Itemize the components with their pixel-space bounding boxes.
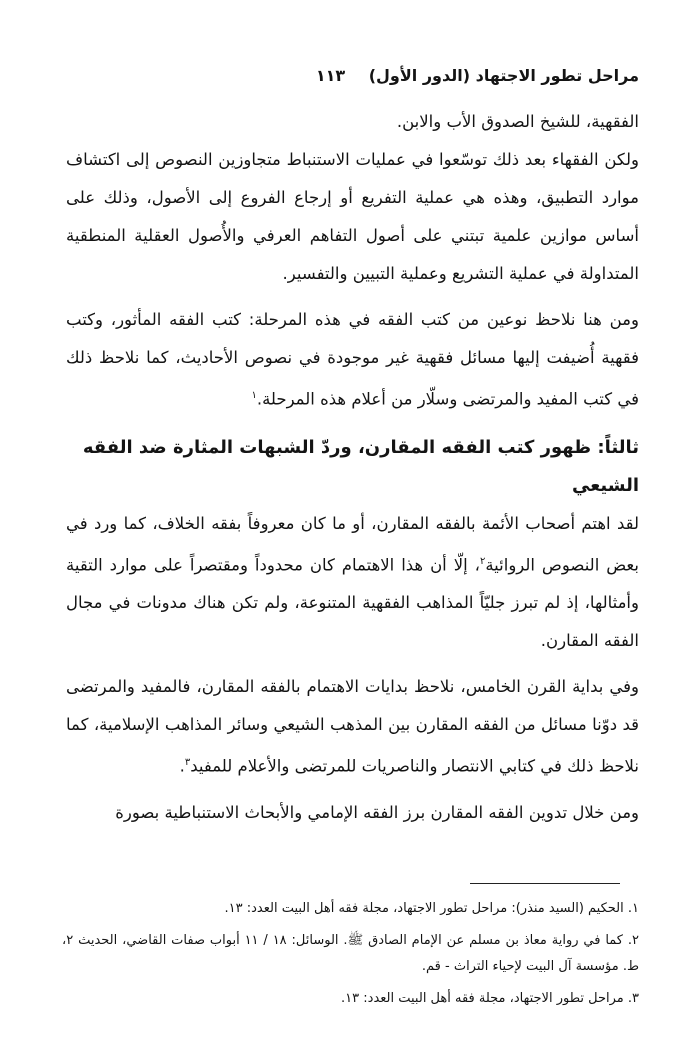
paragraph-text: وفي بداية القرن الخامس، نلاحظ بدايات الاهتمام بالفقه المقارن، فالمفيد والمرتضى قد دوّنا مسائل من الفقه المقارن بين المذهب الشيعي وسائر المذاهب الإسلامية، كما نلاحظ ذلك في كتابي الانتصار والناصريات للمرتضى والأعلام للمفيد bbox=[66, 677, 639, 776]
paragraph-text: ، إلّا أن هذا الاهتمام كان محدوداً ومقتصراً على موارد التقية وأمثالها، إذ لم تبرز جليّاً المذاهب الفقهية المتنوعة، ولم تكن هناك مدونات في مجال الفقه المقارن. bbox=[66, 555, 639, 650]
paragraph bbox=[66, 301, 639, 419]
footnote: ٣. مراحل تطور الاجتهاد، مجلة فقه أهل البيت العدد: ١٣. bbox=[341, 991, 639, 1006]
footnote: ٢. كما في رواية معاذ بن مسلم عن الإمام الصادق ﷺ. الوسائل: ١٨ / ١١ أبواب صفات القاضي، الحديث ٢، ط. مؤسسة آل البيت لإحياء التراث - قم. bbox=[62, 933, 639, 974]
main-text bbox=[66, 103, 639, 832]
paragraph: الفقهية، للشيخ الصدوق الأب والابن. bbox=[396, 112, 639, 131]
paragraph bbox=[66, 505, 639, 661]
running-header bbox=[60, 66, 639, 92]
page-number: ١١٣ bbox=[315, 66, 346, 85]
footnote-mark: ١ bbox=[251, 390, 257, 401]
paragraph: ومن خلال تدوين الفقه المقارن برز الفقه الإمامي والأبحاث الاستنباطية بصورة bbox=[115, 802, 639, 822]
paragraph-text: لقد اهتم أصحاب الأئمة بالفقه المقارن، أو ما كان معروفاً بفقه الخلاف، كما ورد في بعض النصوص الروائية bbox=[66, 513, 639, 574]
footnote-mark: ٣ bbox=[184, 757, 191, 768]
paragraph-text: . bbox=[179, 756, 185, 776]
footnote: ١. الحكيم (السيد منذر): مراحل تطور الاجتهاد، مجلة فقه أهل البيت العدد: ١٣. bbox=[224, 901, 639, 916]
footnotes bbox=[62, 896, 639, 1018]
header-title: مراحل تطور الاجتهاد (الدور الأول) bbox=[368, 66, 639, 85]
paragraph bbox=[66, 668, 639, 786]
paragraph: ولكن الفقهاء بعد ذلك توسّعوا في عمليات الاستنباط متجاوزين النصوص إلى اكتشاف موارد التطبيق، وهذه هي عملية التفريع أو إرجاع الفروع إلى الأصول، وذلك على أساس موازين علمية تبتني على أصول التفاهم العرفي والأُصول العقلية المنطقية المتداولة في عملية التشريع وعملية التبيين والتفسير. bbox=[66, 150, 639, 283]
section-heading: ثالثاً: ظهور كتب الفقه المقارن، وردّ الشبهات المثارة ضد الفقه الشيعي bbox=[82, 436, 639, 496]
footnote-mark: ٢ bbox=[479, 555, 486, 567]
paragraph-text: ومن هنا نلاحظ نوعين من كتب الفقه في هذه المرحلة: كتب الفقه المأثور، وكتب فقهية أُضيفت إليها مسائل فقهية غير موجودة في نصوص الأحاديث، كما نلاحظ ذلك في كتب المفيد والمرتضى وسلّار من أعلام هذه المرحلة. bbox=[66, 310, 639, 409]
footnote-divider bbox=[470, 883, 620, 884]
